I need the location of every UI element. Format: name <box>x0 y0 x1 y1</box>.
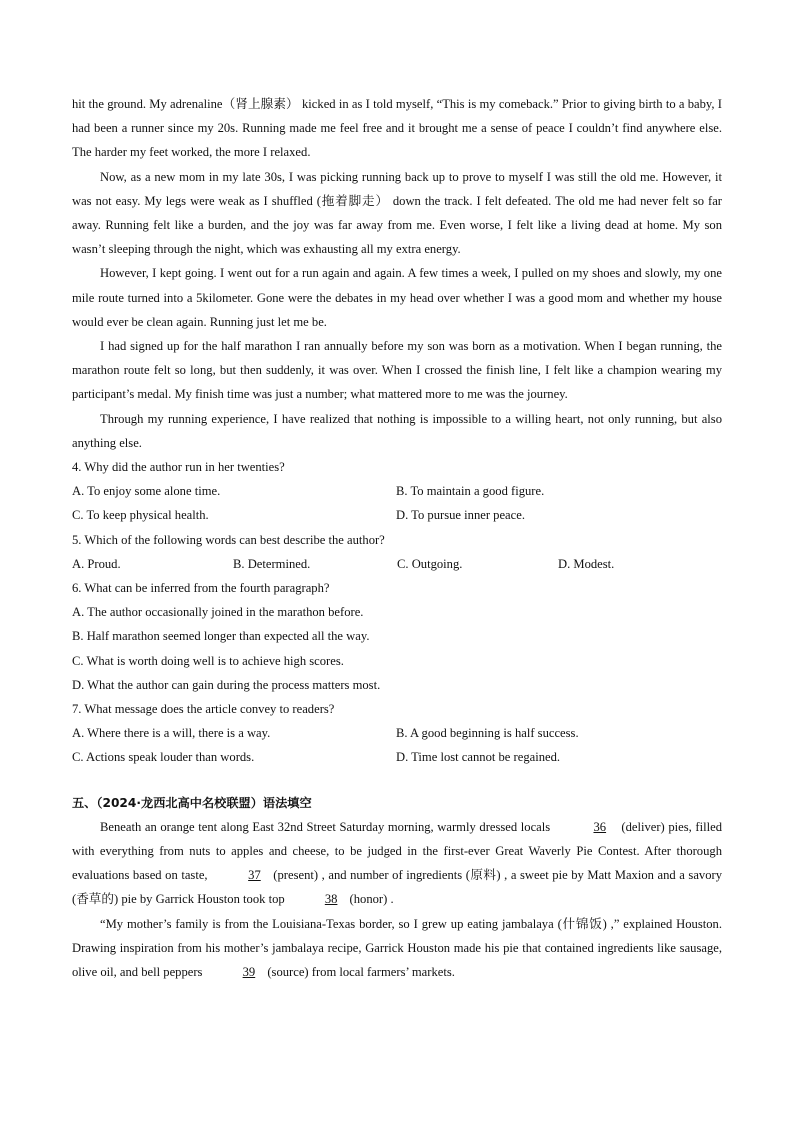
cloze-paragraph-2 <box>72 912 722 985</box>
question-5 <box>72 528 722 576</box>
option-d: D. Time lost cannot be regained. <box>396 750 561 765</box>
option-c: C. Actions speak louder than words. <box>72 750 255 765</box>
question-7 <box>72 697 722 770</box>
passage-paragraph-2: Now, as a new mom in my late 30s, I was picking running back up to prove to myself I was still the old me. However, it was not easy. My legs were weak as I shuffled (拖着脚走） down the track. I felt defeated. The old me had never felt so far away. Running felt like a burden, and the joy was far away from me. Even worse, I felt like a living dead at home. My son wasn’t sleeping through the night, which was exhausting all my extra energy. <box>72 169 722 257</box>
passage-paragraph-5: Through my running experience, I have realized that nothing is impossible to a willing heart, not only running, but also anything else. <box>72 411 722 450</box>
question-stem: 4. Why did the author run in her twenties? <box>72 460 285 475</box>
option-c: C. Outgoing. <box>397 556 463 571</box>
blank-36: 36 <box>593 819 607 834</box>
blank-38: 38 <box>324 892 338 907</box>
passage-paragraph-3: However, I kept going. I went out for a run again and again. A few times a week, I pulled on my shoes and slowly, my one mile route turned into a 5kilometer. Gone were the debates in my head over whether I was a good mom and whether my house would ever be clean again. Running just let me be. <box>72 266 722 329</box>
option-b: B. A good beginning is half success. <box>396 726 579 741</box>
option-a: A. Where there is a will, there is a way. <box>72 726 271 741</box>
option-c: C. To keep physical health. <box>72 508 209 523</box>
question-options <box>72 479 722 527</box>
question-stem: 7. What message does the article convey to readers? <box>72 702 335 717</box>
question-stem: 5. Which of the following words can best describe the author? <box>72 532 385 547</box>
question-options <box>72 721 722 769</box>
cloze-text: (honor) . <box>346 892 394 907</box>
option-a: A. Proud. <box>72 556 121 571</box>
section-5-title: 五、（2024·龙西北高中名校联盟）语法填空 <box>72 795 312 810</box>
question-4 <box>72 455 722 528</box>
option-b: B. Half marathon seemed longer than expected all the way. <box>72 629 370 644</box>
document-page <box>72 92 722 984</box>
option-d: D. Modest. <box>558 556 615 571</box>
cloze-paragraph-1 <box>72 815 722 912</box>
question-stem: 6. What can be inferred from the fourth paragraph? <box>72 581 330 596</box>
blank-37: 37 <box>248 868 261 883</box>
question-options <box>72 552 722 576</box>
option-b: B. To maintain a good figure. <box>396 484 545 499</box>
passage-paragraph-4: I had signed up for the half marathon I ran annually before my son was born as a motivation. When I began running, the marathon route felt so long, but then suddenly, it was over. When I crossed the finish line, I felt like a champion wearing my participant’s medal. My finish time was just a number; what mattered more to me was the journey. <box>72 339 722 402</box>
option-a: A. The author occasionally joined in the marathon before. <box>72 605 364 620</box>
option-a: A. To enjoy some alone time. <box>72 484 221 499</box>
passage-paragraph-1: hit the ground. My adrenaline（肾上腺素） kicked in as I told myself, “This is my comeback.” Prior to giving birth to a baby, I had been a runner since my 20s. Running made me feel free and it brought me a sense of peace I couldn’t find anywhere else. The harder my feet worked, the more I relaxed. <box>72 97 722 160</box>
option-b: B. Determined. <box>233 556 311 571</box>
question-6 <box>72 576 722 697</box>
cloze-text: (present) , and number of ingredients (原料) , a sweet pie by Matt Maxion and a savory (香草的) pie by Garrick Houston took top <box>72 868 722 907</box>
option-d: D. To pursue inner peace. <box>396 508 525 523</box>
cloze-text: (deliver) pies, filled with everything from nuts to apples and cheese, to be judged in the first-ever Great Waverly Pie Contest. After thorough evaluations based on taste, <box>72 819 723 883</box>
cloze-text: (source) from local farmers’ markets. <box>264 964 455 979</box>
option-c: C. What is worth doing well is to achieve high scores. <box>72 653 344 668</box>
option-d: D. What the author can gain during the process matters most. <box>72 677 381 692</box>
blank-39: 39 <box>242 964 256 979</box>
cloze-text: Beneath an orange tent along East 32nd Street Saturday morning, warmly dressed locals <box>100 819 554 834</box>
cloze-text: “My mother’s family is from the Louisiana-Texas border, so I grew up eating jambalaya (什锦饭) ,” explained Houston. Drawing inspiration from his mother’s jambalaya recipe, Garrick Houston made his pie that contained ingredients like sausage, olive oil, and bell peppers <box>72 916 722 979</box>
